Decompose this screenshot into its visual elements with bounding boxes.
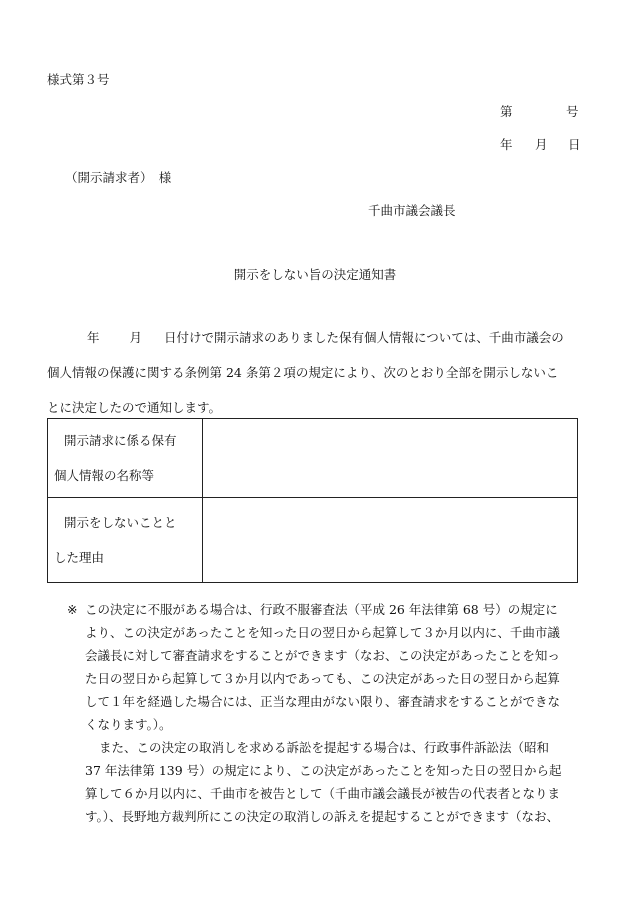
table-row: [48, 419, 578, 498]
table-row: [48, 498, 578, 583]
intro-line-3: とに決定したので通知します。: [47, 400, 222, 415]
document-title: 開示をしない旨の決定通知書: [233, 267, 397, 282]
row1-value-cell[interactable]: [203, 419, 578, 498]
note-line: して１年を経過した場合には、正当な理由がない限り、審査請求をすることができな: [85, 694, 561, 709]
info-table: [47, 418, 578, 583]
intro-paragraph: [47, 320, 580, 425]
intro-line-2: 個人情報の保護に関する条例第 24 条第２項の規定により、次のとおり全部を開示しないこ: [47, 365, 559, 380]
row1-label-line2: 個人情報の名称等: [54, 468, 155, 483]
note-line: より、この決定があったことを知った日の翌日から起算して３か月以内に、千曲市議: [85, 625, 560, 640]
table-label-cell: [48, 498, 203, 583]
note-line: す。）、長野地方裁判所にこの決定の取消しの訴えを提起することができます（なお、: [85, 809, 560, 824]
row2-label-line1: 開示をしないことと: [64, 515, 177, 530]
document-number-prefix: 第: [500, 104, 513, 119]
form-number: 様式第３号: [47, 72, 110, 87]
appeal-note: [65, 598, 585, 828]
date-year: 年: [500, 137, 513, 152]
date-day: 日: [568, 137, 581, 152]
note-line: くなります。）。: [85, 717, 172, 732]
sender-line: 千曲市議会議長: [368, 203, 456, 218]
date-month: 月: [535, 137, 548, 152]
note-line: また、この決定の取消しを求める訴訟を提起する場合は、行政事件訴訟法（昭和: [99, 740, 550, 755]
note-line: 37 年法律第 139 号）の規定により、この決定があったことを知った日の翌日から起: [85, 763, 562, 778]
row1-label-line1: 開示請求に係る保有: [64, 433, 177, 448]
note-line: た日の翌日から起算して３か月以内であっても、この決定があった日の翌日から起算: [85, 671, 560, 686]
note-line: 算して６か月以内に、千曲市を被告として（千曲市議会議長が被告の代表者となりま: [85, 786, 561, 801]
document-number-suffix: 号: [566, 104, 579, 119]
row2-label-line2: した理由: [54, 550, 105, 565]
table-label-cell: [48, 419, 203, 498]
intro-year: 年: [87, 330, 100, 345]
note-line: 会議長に対して審査請求をすることができます（なお、この決定があったことを知っ: [85, 648, 560, 663]
intro-line-1: [47, 320, 580, 355]
note-line: ※ この決定に不服がある場合は、行政不服審査法（平成 26 年法律第 68 号）の規定に: [65, 598, 585, 621]
intro-month: 月: [129, 330, 143, 345]
intro-line-1-text: 日付けで開示請求のありました保有個人情報については、千曲市議会の: [164, 330, 564, 345]
recipient-line: （開示請求者） 様: [65, 170, 172, 185]
row2-value-cell[interactable]: [203, 498, 578, 583]
note-mark: ※: [67, 602, 78, 617]
